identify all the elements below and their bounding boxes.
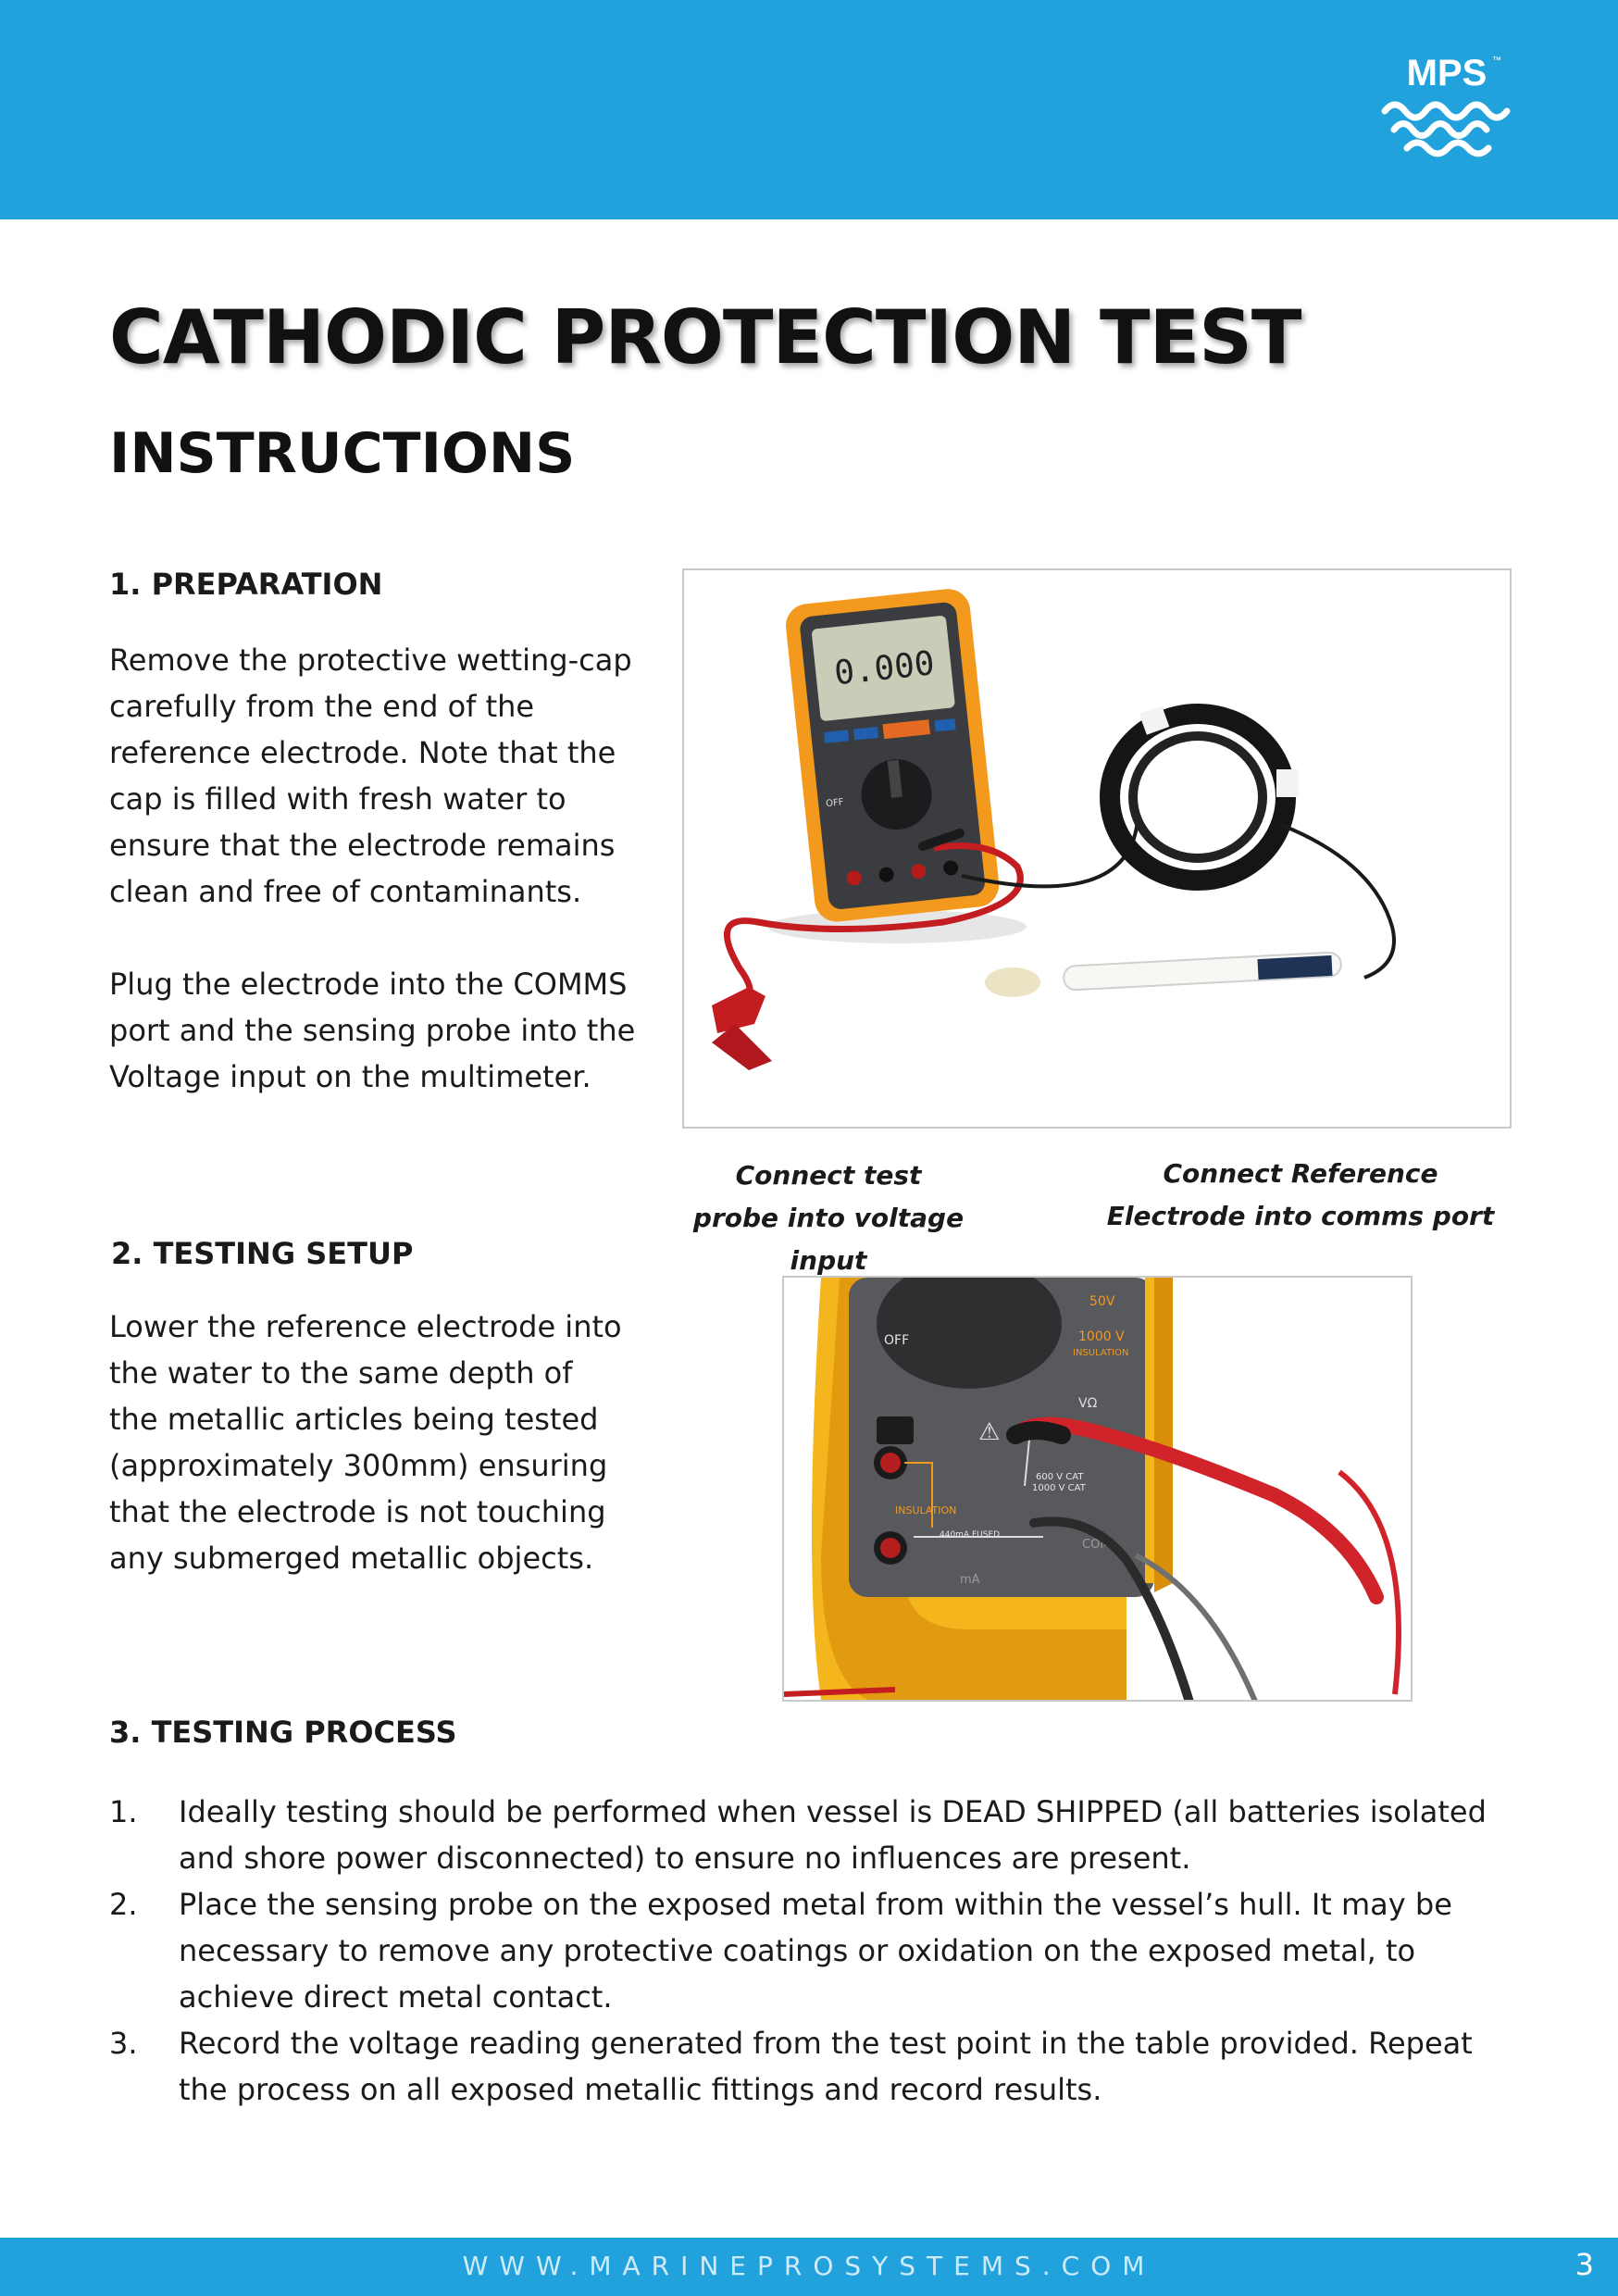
multimeter-illustration: [684, 570, 1510, 1127]
page-subtitle: INSTRUCTIONS: [109, 421, 576, 486]
testing-setup-paragraph: Lower the reference electrode into the water to the same depth of the metallic articles being tested (approximately 300mm) ensuring that the electrode is not touching any submerged metallic objects.: [109, 1309, 622, 1576]
mps-logo: [1377, 46, 1516, 167]
list-item: [109, 1789, 1516, 1881]
preparation-paragraph-2: Plug the electrode into the COMMS port and the sensing probe into the Voltage input on the multimeter.: [109, 967, 636, 1094]
meter-display-reading: 0.000: [832, 644, 937, 693]
closeup-insulation-label: INSULATION: [895, 1504, 957, 1516]
closeup-ma-label: mA: [960, 1573, 980, 1587]
closeup-50v-label: 50V: [1089, 1294, 1115, 1309]
footer-website-link[interactable]: WWW.MARINEPROSYSTEMS.COM: [462, 2251, 1156, 2281]
closeup-cat-600-label: 600 V CAT: [1036, 1472, 1084, 1482]
page-title: CATHODIC PROTECTION TEST: [109, 294, 1301, 381]
meter-off-label: OFF: [825, 797, 845, 810]
closeup-off-label: OFF: [884, 1333, 910, 1348]
caption-reference-electrode: Connect Reference Electrode into comms port: [1106, 1158, 1495, 1231]
closeup-com-label: COM: [1082, 1538, 1111, 1552]
testing-setup-heading: 2. TESTING SETUP: [111, 1236, 414, 1271]
closeup-insulation-top-label: INSULATION: [1073, 1348, 1129, 1358]
step-text: Record the voltage reading generated from the test point in the table provided. Repeat the process on all exposed metallic fittings and record results.: [179, 2026, 1473, 2107]
testing-process-heading: 3. TESTING PROCESS: [109, 1715, 457, 1750]
header-bar: [0, 0, 1618, 219]
list-item: [109, 1881, 1516, 2020]
closeup-cat-1000-label: 1000 V CAT: [1032, 1483, 1086, 1493]
preparation-paragraph-1: Remove the protective wetting-cap carefully from the end of the reference electrode. Note that the cap is filled with fresh water to ensure that the electrode remains clean and free of contaminants.: [109, 643, 632, 909]
step-text: Place the sensing probe on the exposed metal from within the vessel’s hull. It may be necessary to remove any protective coatings or oxidation on the exposed metal, to achieve direct metal contact.: [179, 1887, 1452, 2015]
multimeter-closeup-illustration: [784, 1278, 1411, 1700]
step-number: 1.: [109, 1794, 138, 1829]
list-item: [109, 2020, 1516, 2113]
footer-bar: [0, 2238, 1618, 2296]
closeup-vohm-label: VΩ: [1078, 1396, 1098, 1411]
preparation-heading: 1. PREPARATION: [109, 567, 383, 602]
closeup-fused-label: 440mA FUSED: [940, 1530, 1001, 1540]
testing-process-steps: [109, 1789, 1516, 2113]
step-text: Ideally testing should be performed when vessel is DEAD SHIPPED (all batteries isolated and shore power disconnected) to ensure no influences are present.: [179, 1794, 1487, 1876]
logo-text: MPS: [1406, 53, 1487, 94]
multimeter-closeup-photo: [782, 1276, 1413, 1702]
page-number: 3: [1574, 2247, 1594, 2282]
logo-trademark: ™: [1492, 56, 1501, 66]
caption-test-probe: Connect test probe into voltage input: [692, 1160, 965, 1276]
warning-icon: ⚠: [978, 1418, 1001, 1446]
closeup-1000v-label: 1000 V: [1078, 1329, 1125, 1344]
step-number: 2.: [109, 1887, 138, 1922]
multimeter-photo: [682, 568, 1512, 1129]
step-number: 3.: [109, 2026, 138, 2061]
